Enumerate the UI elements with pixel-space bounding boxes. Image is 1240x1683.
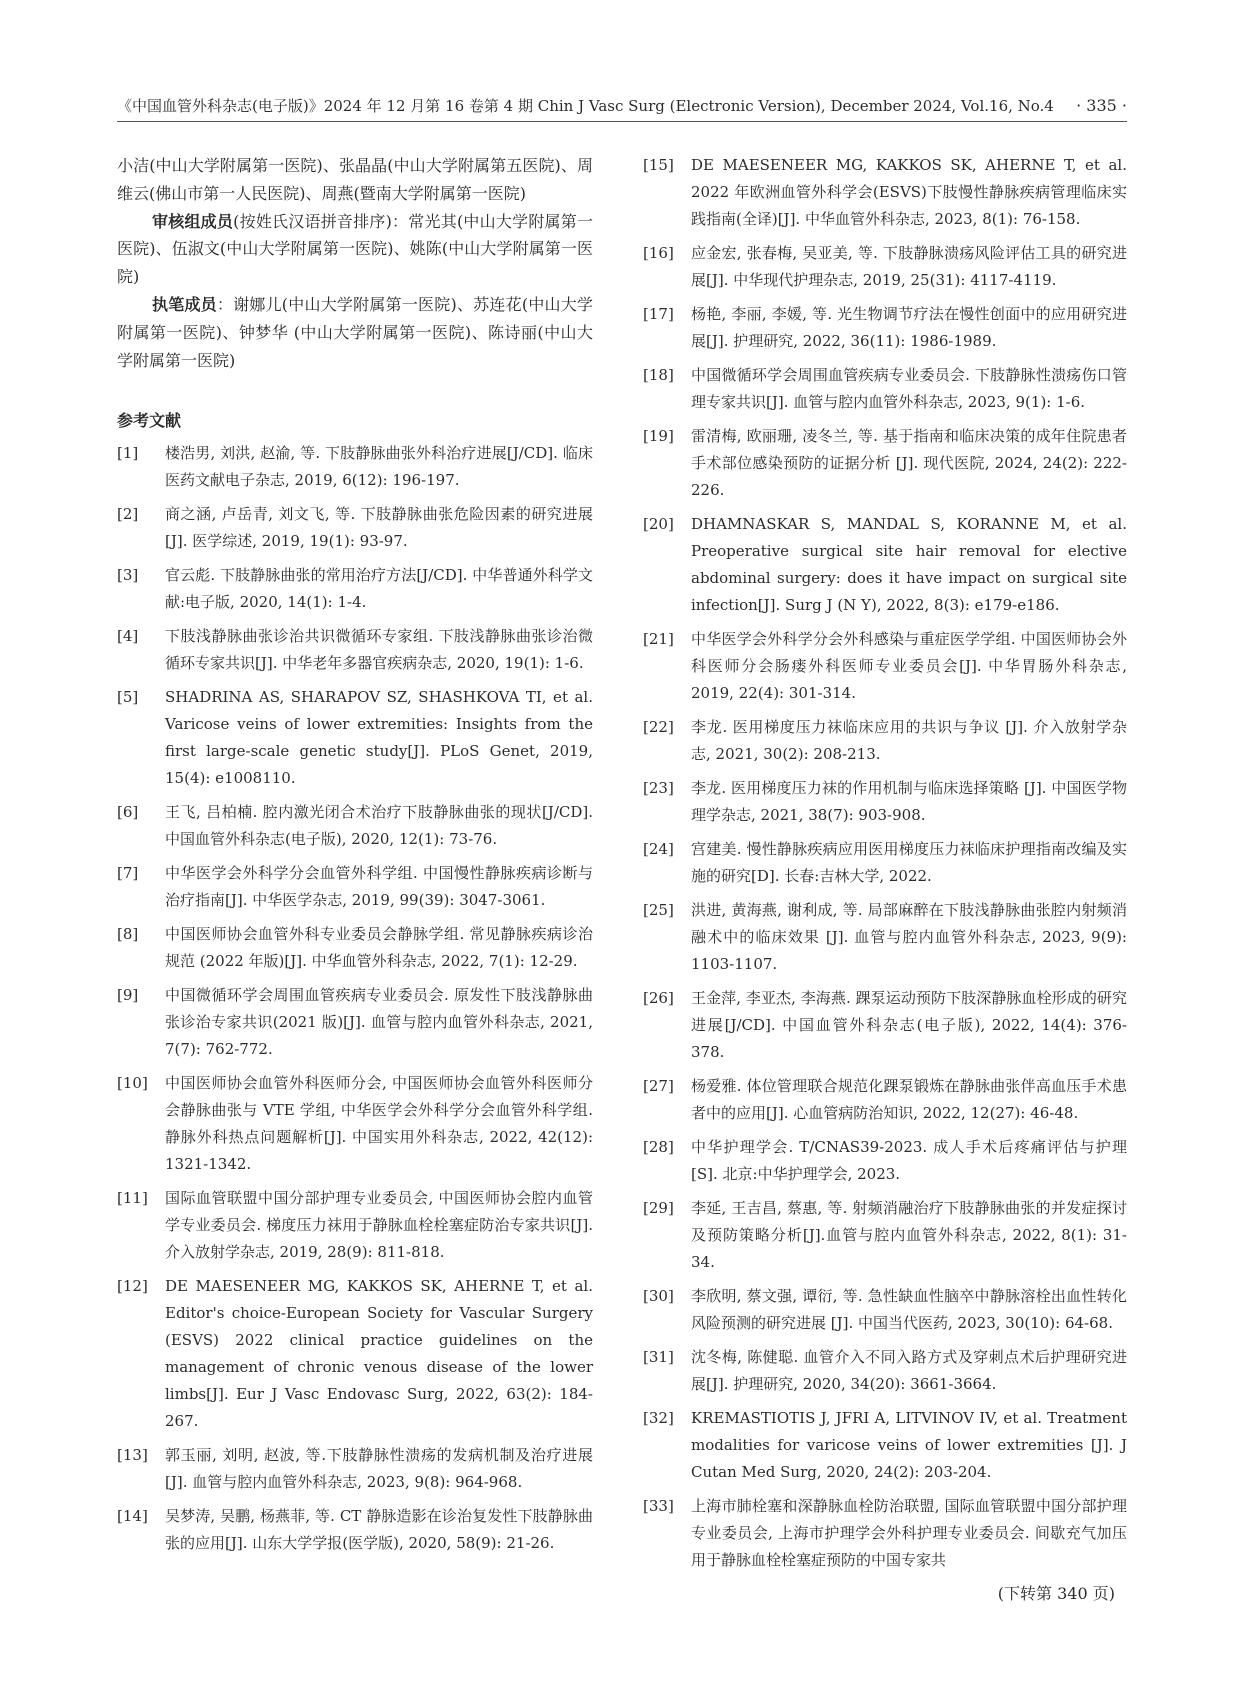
reference-item — [643, 240, 1127, 294]
reference-text: 李龙. 医用梯度压力袜的作用机制与临床选择策略 [J]. 中国医学物理学杂志, 2021, 38(7): 903-908. — [691, 779, 1127, 824]
reference-text: 中华护理学会. T/CNAS39-2023. 成人手术后疼痛评估与护理[S]. 北京:中华护理学会, 2023. — [691, 1138, 1127, 1183]
reference-item — [117, 1273, 593, 1435]
reference-text: 中国微循环学会周围血管疾病专业委员会. 下肢静脉性溃疡伤口管理专家共识[J]. 血管与腔内血管外科杂志, 2023, 9(1): 1-6. — [691, 366, 1127, 411]
reference-text: 中华医学会外科学分会外科感染与重症医学学组. 中国医师协会外科医师分会肠瘘外科医师专业委员会[J]. 中华胃肠外科杂志, 2019, 22(4): 301-314. — [691, 630, 1127, 702]
reference-number: [4] — [117, 627, 139, 646]
reference-item — [643, 1134, 1127, 1188]
reference-item — [643, 1493, 1127, 1574]
journal-citation: 《中国血管外科杂志(电子版)》2024 年 12 月第 16 卷第 4 期 Chin J Vasc Surg (Electronic Version), December 2024, Vol.16, No.4 — [117, 97, 1054, 115]
reference-item — [643, 836, 1127, 890]
reference-item — [643, 1344, 1127, 1398]
continued-note: (下转第 340 页) — [997, 1584, 1115, 1603]
reference-item — [643, 1405, 1127, 1486]
reference-item — [643, 985, 1127, 1066]
reference-number: [20] — [643, 515, 674, 533]
reference-text: 上海市肺栓塞和深静脉血栓防治联盟, 国际血管联盟中国分部护理专业委员会, 上海市护理学会外科护理专业委员会. 间歇充气加压用于静脉血栓栓塞症预防的中国专家共 — [691, 1497, 1127, 1569]
references-list-right — [643, 152, 1127, 1574]
reference-text: 杨爱雅. 体位管理联合规范化踝泵锻炼在静脉曲张伴高血压手术患者中的应用[J]. 心血管病防治知识, 2022, 12(27): 46-48. — [691, 1077, 1127, 1122]
reference-text: 李龙. 医用梯度压力袜临床应用的共识与争议 [J]. 介入放射学杂志, 2021, 30(2): 208-213. — [691, 718, 1127, 763]
reference-text: 中华医学会外科学分会血管外科学组. 中国慢性静脉疾病诊断与治疗指南[J]. 中华医学杂志, 2019, 99(39): 3047-3061. — [165, 864, 593, 910]
reference-number: [25] — [643, 901, 674, 919]
reference-item — [643, 423, 1127, 504]
reference-number: [10] — [117, 1074, 148, 1093]
reference-text: 洪进, 黄海燕, 谢利成, 等. 局部麻醉在下肢浅静脉曲张腔内射频消融术中的临床效果 [J]. 血管与腔内血管外科杂志, 2023, 9(9): 1103-1107. — [691, 901, 1127, 973]
writers-label: 执笔成员 — [152, 294, 217, 314]
reference-text: 应金宏, 张春梅, 吴亚美, 等. 下肢静脉溃疡风险评估工具的研究进展[J]. 中华现代护理杂志, 2019, 25(31): 4117-4119. — [691, 244, 1127, 289]
reviewers-label: 审核组成员 — [152, 211, 234, 231]
reference-item — [117, 921, 593, 975]
reference-number: [15] — [643, 156, 674, 174]
reference-text: 吴梦涛, 吴鹏, 杨燕菲, 等. CT 静脉造影在诊治复发性下肢静脉曲张的应用[J]. 山东大学学报(医学版), 2020, 58(9): 21-26. — [165, 1507, 593, 1553]
reference-text: 沈冬梅, 陈健聪. 血管介入不同入路方式及穿刺点术后护理研究进展[J]. 护理研究, 2020, 34(20): 3661-3664. — [691, 1348, 1127, 1393]
reference-text: DHAMNASKAR S, MANDAL S, KORANNE M, et al. Preoperative surgical site hair removal for elective abdominal surgery: does it have impact on surgical site infection[J]. Surg J (N Y), 2022, 8(3): e179-e186. — [691, 515, 1127, 614]
reference-text: KREMASTIOTIS J, JFRI A, LITVINOV IV, et al. Treatment modalities for varicose veins of lower extremities [J]. J Cutan Med Surg, 2020, 24(2): 203-204. — [691, 1409, 1127, 1481]
reference-number: [5] — [117, 688, 139, 707]
reference-text: 郭玉丽, 刘明, 赵波, 等.下肢静脉性溃疡的发病机制及治疗进展[J]. 血管与腔内血管外科杂志, 2023, 9(8): 964-968. — [165, 1446, 593, 1492]
reference-item — [117, 501, 593, 555]
reference-number: [3] — [117, 566, 139, 585]
reference-number: [23] — [643, 779, 674, 797]
left-column — [117, 152, 593, 1564]
reference-item — [117, 1070, 593, 1178]
references-list-left — [117, 440, 593, 1557]
reference-number: [14] — [117, 1507, 148, 1526]
reference-number: [2] — [117, 505, 139, 524]
members-intro: 小洁(中山大学附属第一医院)、张晶晶(中山大学附属第五医院)、周维云(佛山市第一人民医院)、周燕(暨南大学附属第一医院) — [117, 156, 593, 203]
reviewers-list: 常光其(中山大学附属第一医院)、伍淑文(中山大学附属第一医院)、姚陈(中山大学附属第一医院) — [117, 211, 593, 287]
reference-number: [6] — [117, 803, 139, 822]
reference-number: [31] — [643, 1348, 674, 1366]
reference-item — [643, 511, 1127, 619]
reference-number: [28] — [643, 1138, 674, 1156]
reference-number: [1] — [117, 444, 139, 463]
reference-item — [117, 1442, 593, 1496]
reference-item — [117, 860, 593, 914]
reference-item — [643, 1195, 1127, 1276]
reference-text: 中国医师协会血管外科医师分会, 中国医师协会血管外科医师分会静脉曲张与 VTE 学组, 中华医学会外科学分会血管外科学组. 静脉外科热点问题解析[J]. 中国实用外科杂志, 2022, 42(12): 1321-1342. — [165, 1074, 593, 1174]
writers-paragraph — [117, 291, 593, 374]
reference-text: 杨艳, 李丽, 李媛, 等. 光生物调节疗法在慢性创面中的应用研究进展[J]. 护理研究, 2022, 36(11): 1986-1989. — [691, 305, 1127, 350]
references-heading: 参考文献 — [117, 411, 182, 431]
reference-item — [643, 362, 1127, 416]
reference-text: 中国微循环学会周围血管疾病专业委员会. 原发性下肢浅静脉曲张诊治专家共识(2021 版)[J]. 血管与腔内血管外科杂志, 2021, 7(7): 762-772. — [165, 986, 593, 1059]
reference-text: DE MAESENEER MG, KAKKOS SK, AHERNE T, et al. Editor's choice-European Society for Vascular Surgery (ESVS) 2022 clinical practice guidelines on the management of chronic venous disease of the lower limbs[J]. Eur J Vasc Endovasc Surg, 2022, 63(2): 184-267. — [165, 1277, 593, 1431]
reference-item — [643, 1283, 1127, 1337]
reference-text: 雷清梅, 欧丽珊, 凌冬兰, 等. 基于指南和临床决策的成年住院患者手术部位感染预防的证据分析 [J]. 现代医院, 2024, 24(2): 222-226. — [691, 427, 1127, 499]
reference-text: 李欣明, 蔡文强, 谭衍, 等. 急性缺血性脑卒中静脉溶栓出血性转化风险预测的研究进展 [J]. 中国当代医药, 2023, 30(10): 64-68. — [691, 1287, 1127, 1332]
right-column — [643, 152, 1127, 1607]
running-header — [117, 93, 1127, 121]
reference-number: [12] — [117, 1277, 148, 1296]
reference-number: [26] — [643, 989, 674, 1007]
reference-text: DE MAESENEER MG, KAKKOS SK, AHERNE T, et al. 2022 年欧洲血管外科学会(ESVS)下肢慢性静脉疾病管理临床实践指南(全译)[J]. 中华血管外科杂志, 2023, 8(1): 76-158. — [691, 156, 1127, 228]
reference-number: [9] — [117, 986, 139, 1005]
reference-item — [117, 799, 593, 853]
reference-text: 宫建美. 慢性静脉疾病应用医用梯度压力袜临床护理指南改编及实施的研究[D]. 长春:吉林大学, 2022. — [691, 840, 1127, 885]
reference-text: 李延, 王吉昌, 蔡惠, 等. 射频消融治疗下肢静脉曲张的并发症探讨及预防策略分析[J].血管与腔内血管外科杂志, 2022, 8(1): 31-34. — [691, 1199, 1127, 1271]
reference-text: 中国医师协会血管外科专业委员会静脉学组. 常见静脉疾病诊治规范 (2022 年版)[J]. 中华血管外科杂志, 2022, 7(1): 12-29. — [165, 925, 593, 971]
writers-list: ：谢娜儿(中山大学附属第一医院)、苏连花(中山大学附属第一医院)、钟梦华 (中山大学附属第一医院)、陈诗丽(中山大学附属第一医院) — [117, 294, 593, 370]
reference-item — [117, 1503, 593, 1557]
reference-text: 国际血管联盟中国分部护理专业委员会, 中国医师协会腔内血管学专业委员会. 梯度压力袜用于静脉血栓栓塞症防治专家共识[J]. 介入放射学杂志, 2019, 28(9): 811-818. — [165, 1189, 593, 1262]
reference-item — [643, 775, 1127, 829]
reference-number: [17] — [643, 305, 674, 323]
reference-item — [643, 1073, 1127, 1127]
header-divider — [117, 121, 1127, 122]
reference-number: [8] — [117, 925, 139, 944]
reference-number: [24] — [643, 840, 674, 858]
reference-number: [33] — [643, 1497, 674, 1515]
reviewers-note: (按姓氏汉语拼音排序)： — [233, 211, 409, 231]
reference-number: [16] — [643, 244, 674, 262]
reference-number: [30] — [643, 1287, 674, 1305]
reference-item — [117, 684, 593, 792]
reference-number: [11] — [117, 1189, 148, 1208]
reference-item — [643, 152, 1127, 233]
reference-item — [117, 623, 593, 677]
reference-item — [117, 562, 593, 616]
page-number: · 335 · — [1076, 96, 1127, 115]
reference-text: 王金萍, 李亚杰, 李海燕. 踝泵运动预防下肢深静脉血栓形成的研究进展[J/CD]. 中国血管外科杂志(电子版), 2022, 14(4): 376-378. — [691, 989, 1127, 1061]
reference-number: [22] — [643, 718, 674, 736]
reference-text: 王飞, 吕柏楠. 腔内激光闭合术治疗下肢静脉曲张的现状[J/CD]. 中国血管外科杂志(电子版), 2020, 12(1): 73-76. — [165, 803, 593, 849]
reference-number: [29] — [643, 1199, 674, 1217]
reference-text: 官云彪. 下肢静脉曲张的常用治疗方法[J/CD]. 中华普通外科学文献:电子版, 2020, 14(1): 1-4. — [165, 566, 593, 612]
reference-item — [643, 301, 1127, 355]
reference-number: [7] — [117, 864, 139, 883]
reference-text: 楼浩男, 刘洪, 赵渝, 等. 下肢静脉曲张外科治疗进展[J/CD]. 临床医药文献电子杂志, 2019, 6(12): 196-197. — [165, 444, 593, 490]
reference-number: [13] — [117, 1446, 148, 1465]
reference-number: [18] — [643, 366, 674, 384]
reference-item — [117, 1185, 593, 1266]
reference-item — [643, 897, 1127, 978]
reference-number: [32] — [643, 1409, 674, 1427]
reference-item — [643, 626, 1127, 707]
reference-item — [117, 440, 593, 494]
reference-number: [21] — [643, 630, 674, 648]
reference-text: SHADRINA AS, SHARAPOV SZ, SHASHKOVA TI, et al. Varicose veins of lower extremities: Insights from the first large-scale genetic study[J]. PLoS Genet, 2019, 15(4): e1008110. — [165, 688, 593, 788]
reference-text: 下肢浅静脉曲张诊治共识微循环专家组. 下肢浅静脉曲张诊治微循环专家共识[J]. 中华老年多器官疾病杂志, 2020, 19(1): 1-6. — [165, 627, 593, 673]
reviewers-paragraph — [117, 208, 593, 291]
reference-text: 商之涵, 卢岳青, 刘文飞, 等. 下肢静脉曲张危险因素的研究进展[J]. 医学综述, 2019, 19(1): 93-97. — [165, 505, 593, 551]
reference-number: [27] — [643, 1077, 674, 1095]
reference-number: [19] — [643, 427, 674, 445]
reference-item — [643, 714, 1127, 768]
reference-item — [117, 982, 593, 1063]
